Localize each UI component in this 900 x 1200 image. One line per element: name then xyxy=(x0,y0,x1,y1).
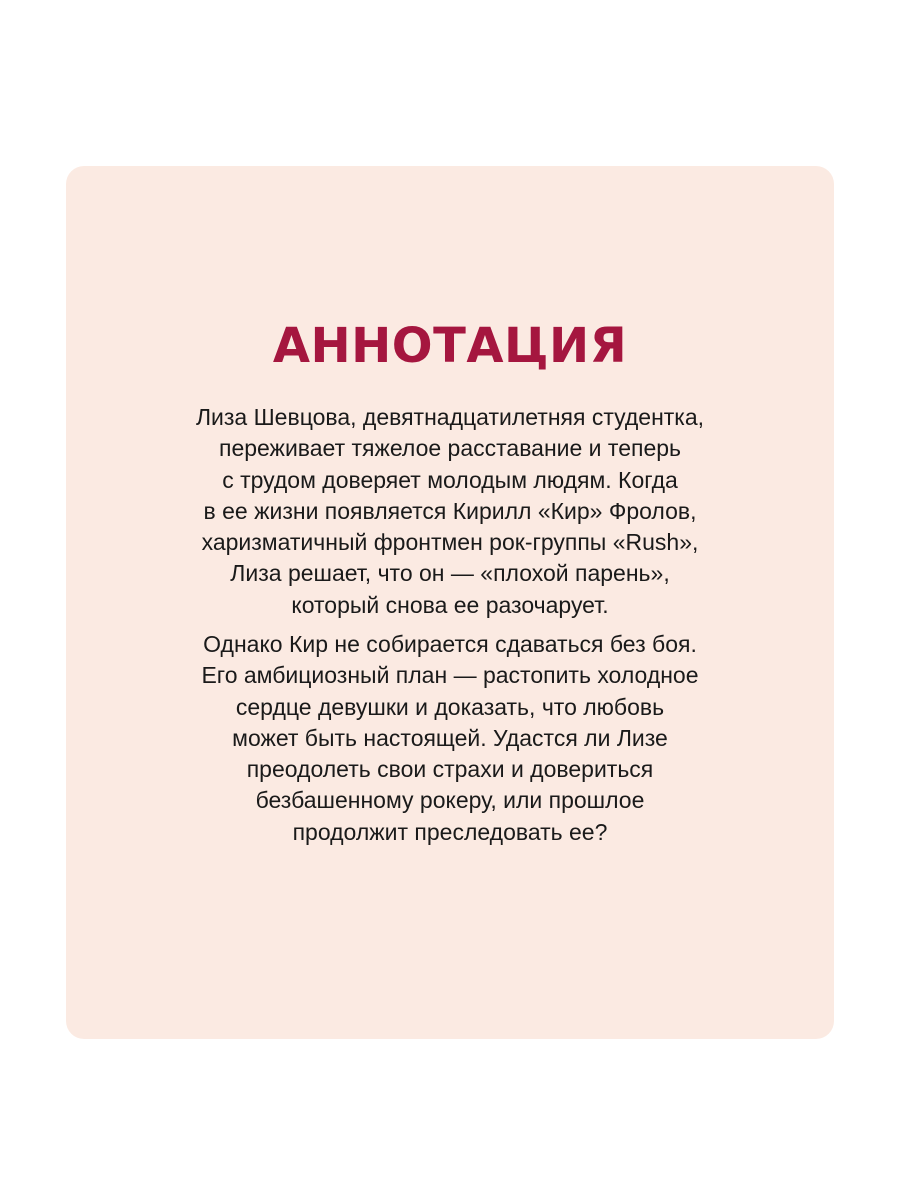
text-line: сердце девушки и доказать, что любовь xyxy=(235,693,665,720)
text-line: переживает тяжелое расставание и теперь xyxy=(218,435,682,462)
text-line: безбашенному рокеру, или прошлое xyxy=(255,787,645,814)
text-line: продолжит преследовать ее? xyxy=(292,818,608,845)
text-line: в ее жизни появляется Кирилл «Кир» Фролов, xyxy=(203,497,697,524)
text-line: Лиза Шевцова, девятнадцатилетняя студентка, xyxy=(195,404,705,430)
annotation-title: АННОТАЦИЯ xyxy=(272,318,628,374)
text-line: преодолеть свои страхи и довериться xyxy=(246,756,654,783)
annotation-card xyxy=(66,166,834,1039)
annotation-paragraph-2 xyxy=(66,629,834,848)
text-line: Лиза решает, что он — «плохой парень», xyxy=(230,560,670,587)
text-line: с трудом доверяет молодым людям. Когда xyxy=(222,466,678,493)
text-line: может быть настоящей. Удастся ли Лизе xyxy=(232,724,668,751)
text-line: харизматичный фронтмен рок-группы «Rush», xyxy=(201,529,699,556)
text-line: Его амбициозный план — растопить холодное xyxy=(201,662,699,689)
text-line: Однако Кир не собирается сдаваться без боя. xyxy=(203,631,697,657)
annotation-paragraph-1 xyxy=(66,402,834,621)
text-line: который снова ее разочарует. xyxy=(291,591,609,618)
